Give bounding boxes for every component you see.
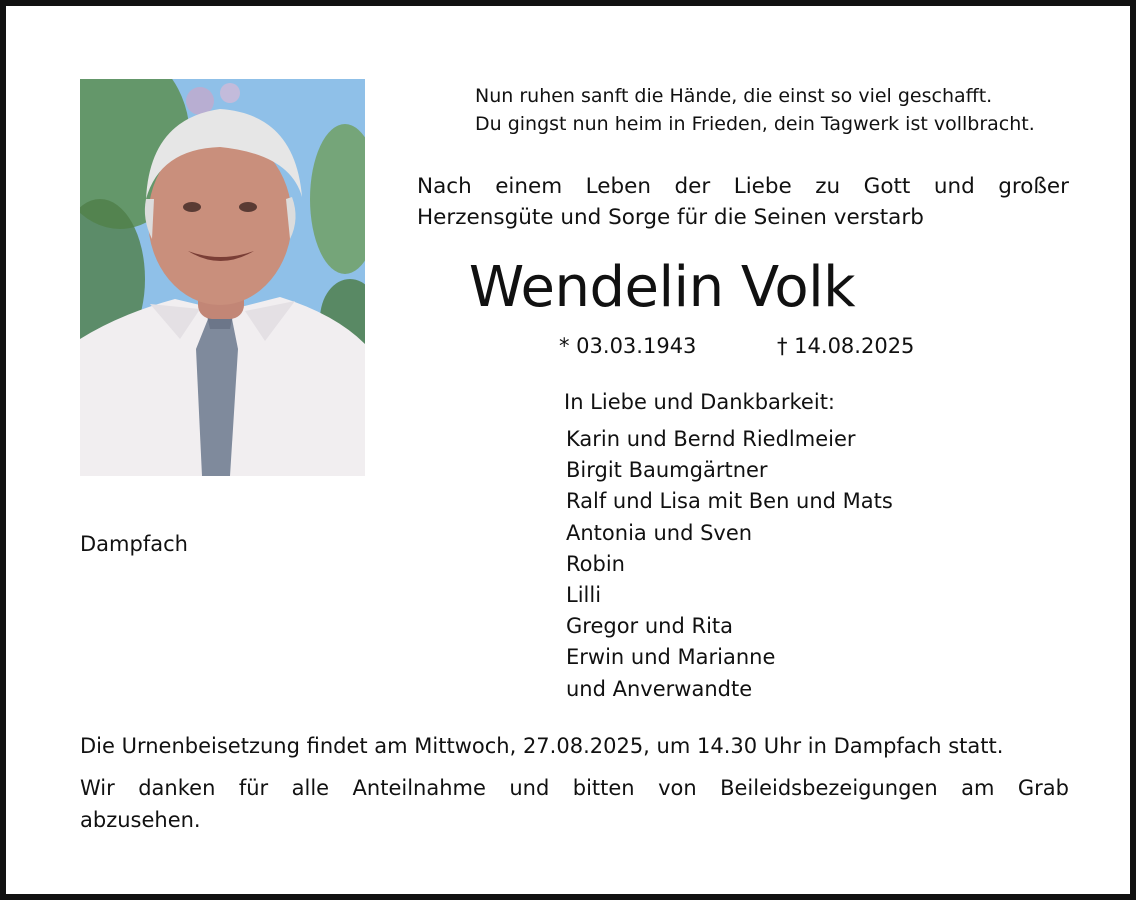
mourner-name: Antonia und Sven <box>566 520 753 545</box>
mourner-name: Gregor und Rita <box>566 614 734 639</box>
intro-line: Nach einem Leben der Liebe zu Gott und großer <box>417 174 1069 199</box>
burial-notice: Die Urnenbeisetzung findet am Mittwoch, 27.08.2025, um 14.30 Uhr in Dampfach statt. <box>80 734 1004 758</box>
thanks-line: Wir danken für alle Anteilnahme und bitten von Beileidsbezeigungen am Grab <box>80 776 1069 800</box>
mourner-name: Birgit Baumgärtner <box>566 458 768 483</box>
death-date: † 14.08.2025 <box>777 334 915 358</box>
birth-date: * 03.03.1943 <box>559 334 697 358</box>
mourner-name: Robin <box>566 551 625 576</box>
verse <box>475 82 1035 138</box>
intro-text <box>417 171 1069 233</box>
portrait-illustration <box>80 79 365 476</box>
verse-line: Nun ruhen sanft die Hände, die einst so viel geschafft. <box>475 85 993 107</box>
mourners-list <box>566 424 893 705</box>
mourner-name: und Anverwandte <box>566 676 753 701</box>
mourner-name: Lilli <box>566 583 602 608</box>
thanks-notice <box>80 772 1069 836</box>
place-name: Dampfach <box>80 532 188 556</box>
mourner-name: Ralf und Lisa mit Ben und Mats <box>566 489 893 514</box>
mourner-name: Karin und Bernd Riedlmeier <box>566 427 856 451</box>
thanks-line: abzusehen. <box>80 808 201 832</box>
intro-line: Herzensgüte und Sorge für die Seinen verstarb <box>417 205 924 230</box>
mourners-heading: In Liebe und Dankbarkeit: <box>564 390 836 414</box>
mourner-name: Erwin und Marianne <box>566 645 776 670</box>
deceased-name: Wendelin Volk <box>468 255 856 320</box>
portrait-photo <box>80 79 365 476</box>
verse-line: Du gingst nun heim in Frieden, dein Tagwerk ist vollbracht. <box>475 113 1035 135</box>
